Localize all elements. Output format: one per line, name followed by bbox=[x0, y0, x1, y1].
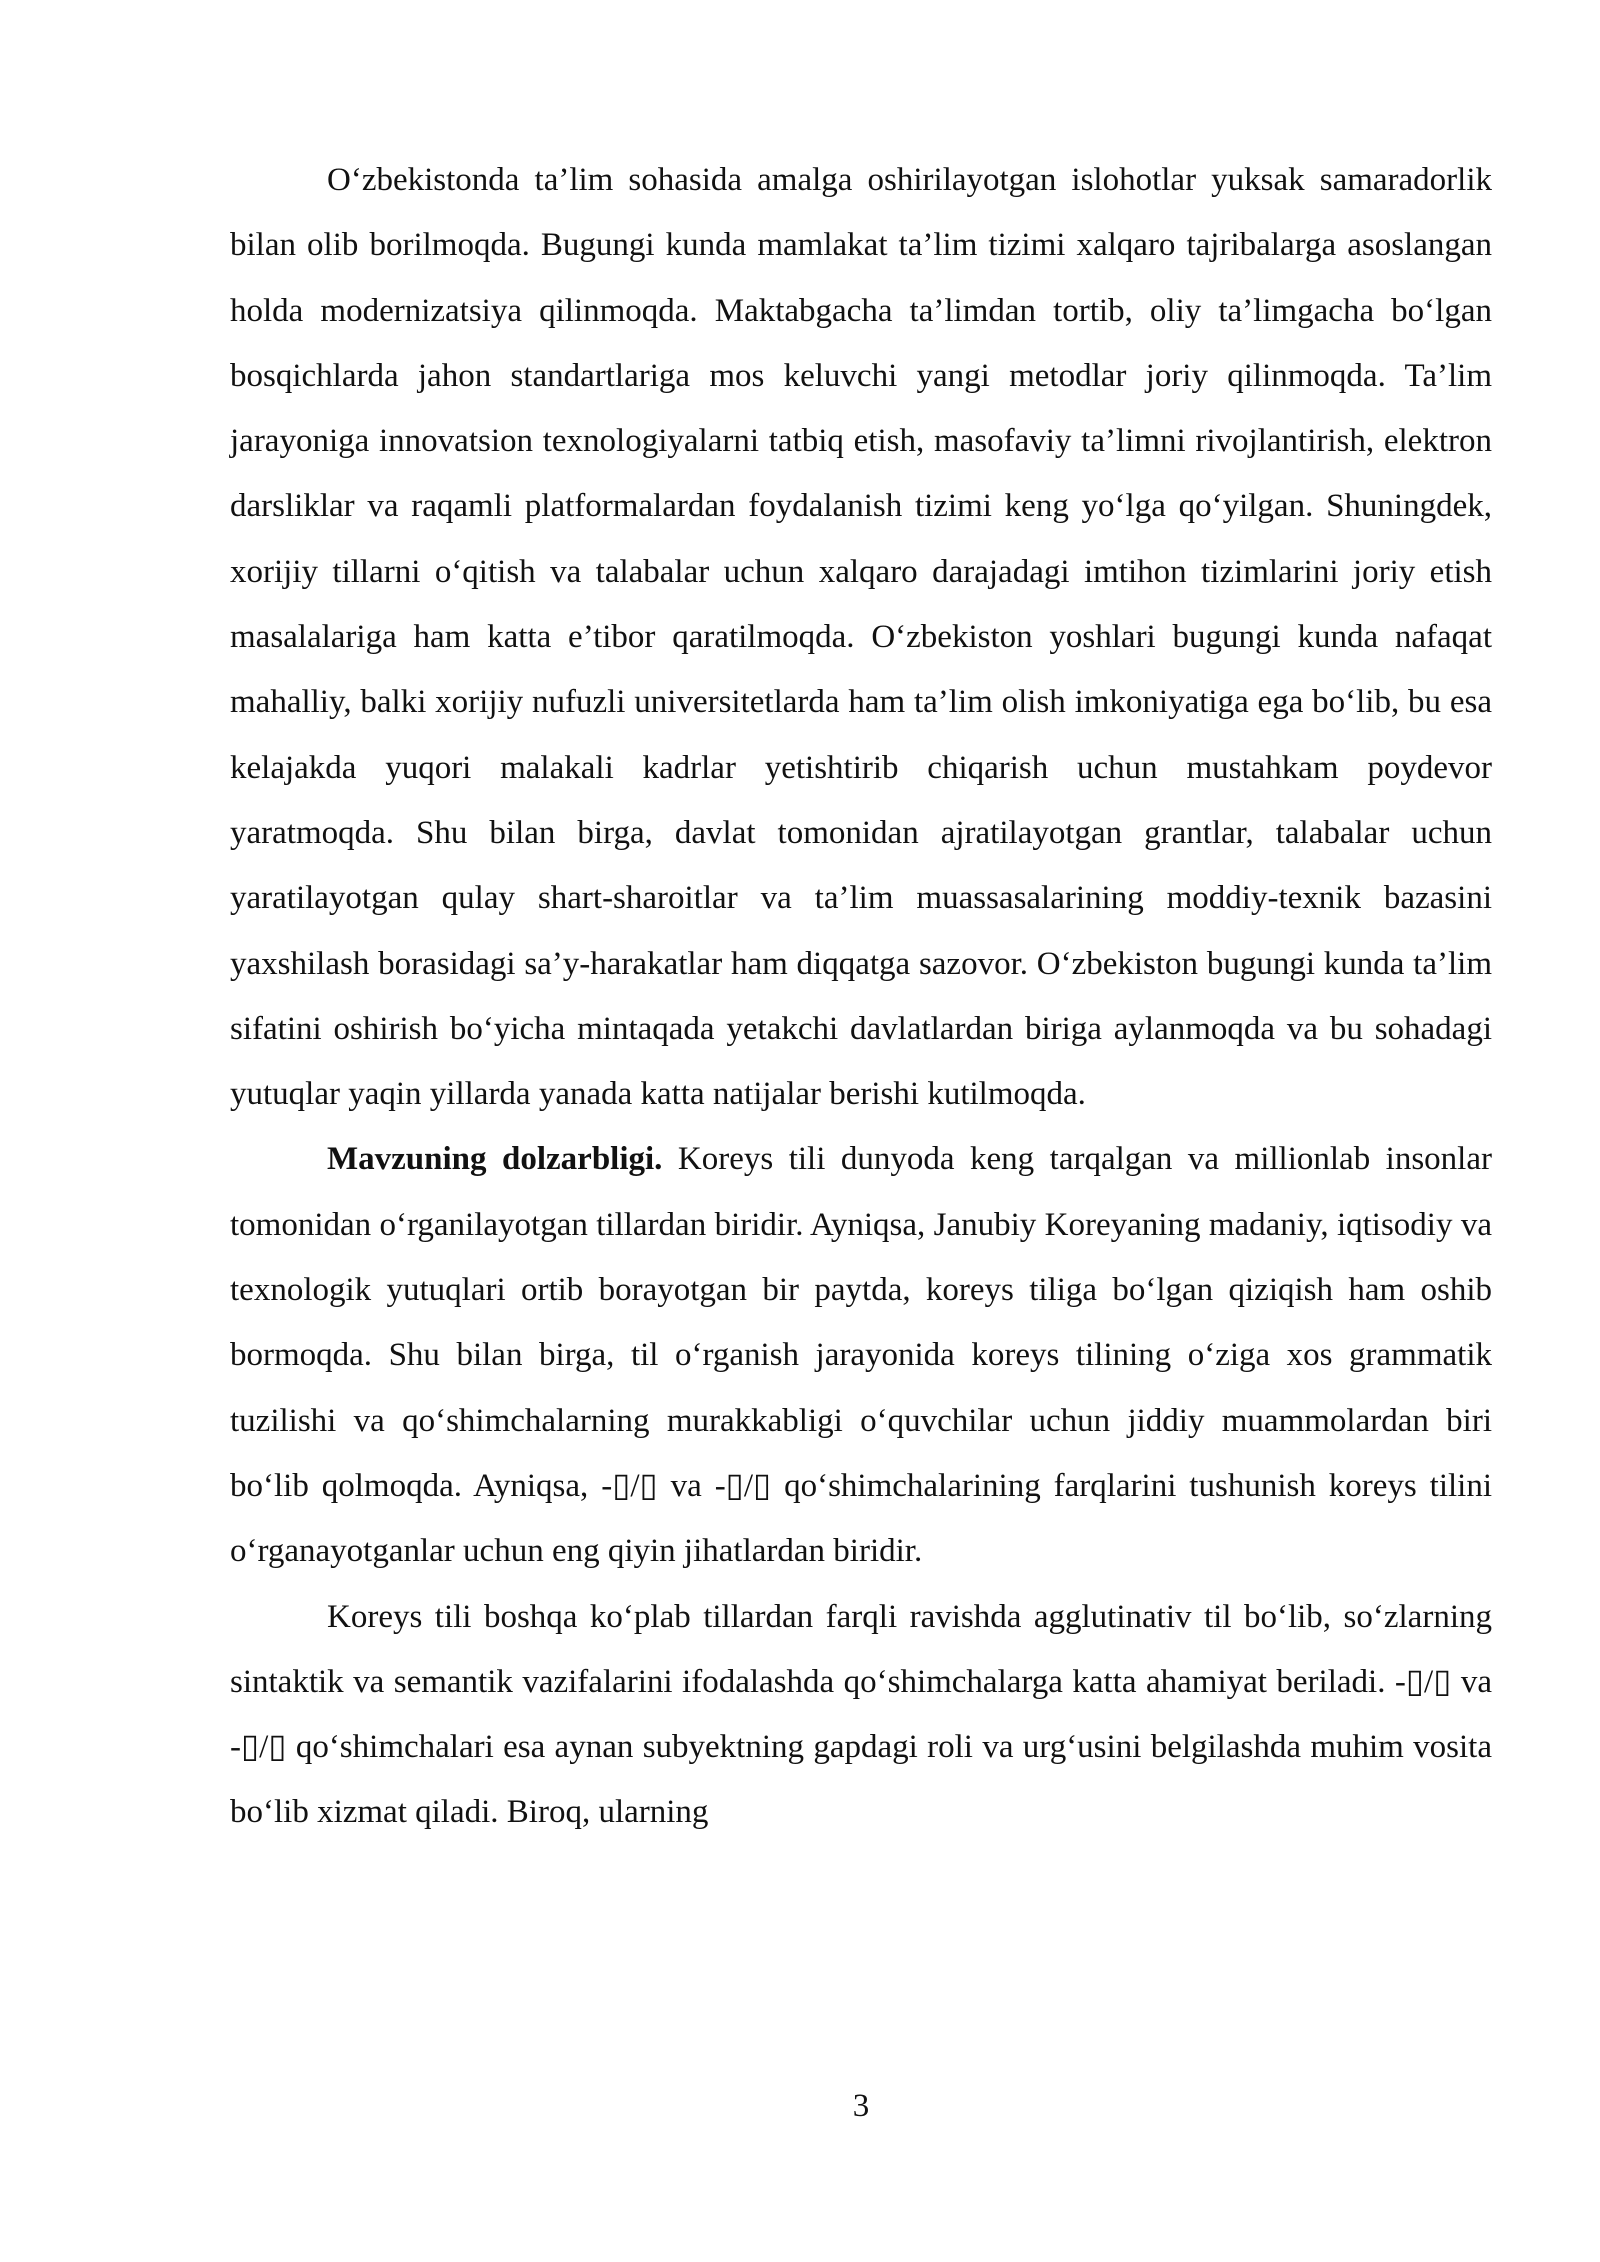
paragraph-text: Koreys tili boshqa ko‘plab tillardan farqli ravishda agglutinativ til bo‘lib, so‘zlarning sintaktik va semantik vazifalarini ifodalashda qo‘shimchalarga katta ahamiyat beriladi. -▯/▯ va -▯/▯ qo‘shimchalari esa aynan subyektning gapdagi roli va urg‘usini belgilashda muhim vosita bo‘lib xizmat qiladi. Biroq, ularning bbox=[230, 1598, 1492, 1831]
document-body bbox=[230, 148, 1492, 1846]
paragraph-intro bbox=[230, 148, 1492, 1127]
paragraph-relevance bbox=[230, 1127, 1492, 1584]
paragraph-text: Koreys tili dunyoda keng tarqalgan va millionlab insonlar tomonidan o‘rganilayotgan tillardan biridir. Ayniqsa, Janubiy Koreyaning madaniy, iqtisodiy va texnologik yutuqlari ortib borayotgan bir paytda, koreys tiliga bo‘lgan qiziqish ham oshib bormoqda. Shu bilan birga, til o‘rganish jarayonida koreys tilining o‘ziga xos grammatik tuzilishi va qo‘shimchalarning murakkabligi o‘quvchilar uchun jiddiy muammolardan biri bo‘lib qolmoqda. Ayniqsa, -▯/▯ va -▯/▯ qo‘shimchalarining farqlarini tushunish koreys tilini o‘rganayotganlar uchun eng qiyin jihatlardan biridir. bbox=[230, 1141, 1492, 1570]
page-number: 3 bbox=[852, 2088, 870, 2124]
paragraph-agglutinative bbox=[230, 1585, 1492, 1846]
paragraph-text: O‘zbekistonda ta’lim sohasida amalga oshirilayotgan islohotlar yuksak samaradorlik bilan olib borilmoqda. Bugungi kunda mamlakat ta’lim tizimi xalqaro tajribalarga asoslangan holda modernizatsiya qilinmoqda. Maktabgacha ta’limdan tortib, oliy ta’limgacha bo‘lgan bosqichlarda jahon standartlariga mos keluvchi yangi metodlar joriy qilinmoqda. Ta’lim jarayoniga innovatsion texnologiyalarni tatbiq etish, masofaviy ta’limni rivojlantirish, elektron darsliklar va raqamli platformalardan foydalanish tizimi keng yo‘lga qo‘yilgan. Shuningdek, xorijiy tillarni o‘qitish va talabalar uchun xalqaro darajadagi imtihon tizimlarini joriy etish masalalariga ham katta e’tibor qaratilmoqda. O‘zbekiston yoshlari bugungi kunda nafaqat mahalliy, balki xorijiy nufuzli universitetlarda ham ta’lim olish imkoniyatiga ega bo‘lib, bu esa kelajakda yuqori malakali kadrlar yetishtirib chiqarish uchun mustahkam poydevor yaratmoqda. Shu bilan birga, davlat tomonidan ajratilayotgan grantlar, talabalar uchun yaratilayotgan qulay shart-sharoitlar va ta’lim muassasalarining moddiy-texnik bazasini yaxshilash borasidagi sa’y-harakatlar ham diqqatga sazovor. O‘zbekiston bugungi kunda ta’lim sifatini oshirish bo‘yicha mintaqada yetakchi davlatlardan biriga aylanmoqda va bu sohadagi yutuqlar yaqin yillarda yanada katta natijalar berishi kutilmoqda. bbox=[230, 162, 1492, 1113]
section-heading-relevance: Mavzuning dolzarbligi. bbox=[327, 1141, 663, 1178]
